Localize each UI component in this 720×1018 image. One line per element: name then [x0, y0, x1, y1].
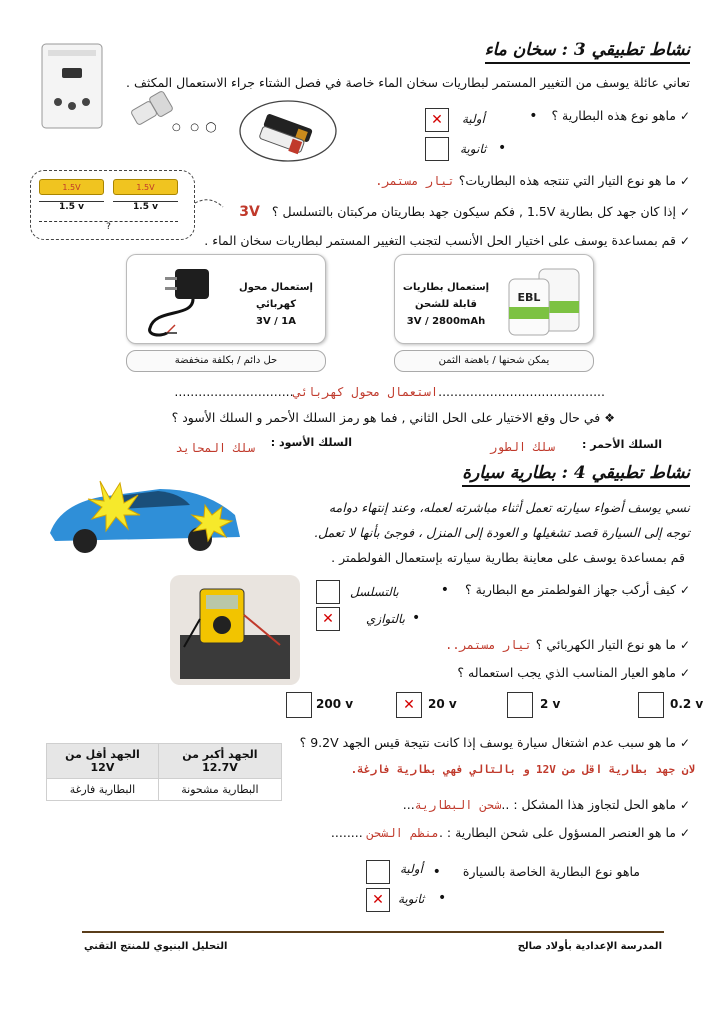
table-header: الجهد أقل من 12V [47, 744, 159, 779]
battery-1-measure: 1.5 v [39, 201, 104, 212]
activity4-story-1: نسي يوسف أضواء سيارته تعمل أثناء مباشرته لعمله، وعند إنتهاء دوامه [328, 500, 690, 515]
total-voltage-measure: ? [39, 221, 178, 232]
activity4-q4-answer: لان جهد بطارية اقل من 12V و بالتالي فهي بطارية فارغة. [350, 763, 695, 776]
activity4-q1: ✓ كيف أركب جهاز الفولطمتر مع البطارية ؟ • [440, 582, 690, 598]
range-2v-box[interactable] [507, 692, 533, 718]
water-heater-image [38, 40, 106, 132]
battery-cloud-image [238, 95, 338, 165]
adapter-option-text: إستعمال محول كهربائي 3V / 1A [239, 282, 313, 327]
activity3-q3-answer: 3V [239, 204, 260, 220]
check-icon: ✓ [679, 826, 690, 840]
bullet-icon: • [440, 582, 450, 598]
check-icon: ✓ [679, 798, 690, 812]
activity3-q1-opt2-box[interactable] [425, 137, 449, 161]
black-wire-label: السلك الأسود : [270, 436, 352, 449]
activity3-intro: تعاني عائلة يوسف من التغيير المستمر لبطاريات سخان الماء خاصة في فصل الشتاء جراء الاستعمال المكثف . [126, 75, 690, 90]
rechargeable-option-card [394, 254, 594, 344]
activity3-q1-opt2-label: ثانوية [460, 142, 487, 156]
red-wire-label: السلك الأحمر : [582, 438, 662, 451]
x-mark-icon: ✕ [403, 697, 415, 713]
bullet-icon: • [498, 140, 507, 156]
activity3-q4: ✓ قم بمساعدة يوسف على اختيار الحل الأنسب لتجنب التغيير المستمر لبطاريات سخان الماء . [204, 233, 690, 248]
bullet-icon: • [529, 108, 538, 124]
diamond-bullet-icon: ❖ [604, 411, 615, 425]
activity4-q6: ✓ ما هو العنصر المسؤول على شحن البطارية : .منظم الشحن ........ [330, 825, 690, 840]
activity3-q1-opt1-box[interactable] [425, 108, 449, 132]
check-icon: ✓ [679, 666, 690, 680]
rechargeable-caption: يمكن شحنها / باهضة الثمن [394, 350, 594, 372]
adapter-image [135, 263, 230, 339]
range-20v-label: 20 v [428, 697, 457, 711]
bullet-icon: • [438, 890, 447, 906]
rechargeable-batteries-image [499, 261, 589, 339]
range-200v-label: 200 v [316, 697, 354, 711]
rechargeable-option-text: إستعمال بطاريات قابلة للشحن 3V / 2800mAh [402, 282, 490, 327]
check-icon: ✓ [679, 205, 690, 219]
battery-2-measure: 1.5 v [113, 201, 178, 212]
activity4-q1-opt2-label: بالتوازي [366, 612, 405, 626]
red-wire-answer: سلك الطور [489, 440, 555, 454]
activity4-q7-opt1-box[interactable] [366, 860, 390, 884]
activity4-q2: ✓ ما هو نوع التيار الكهربائي ؟ تيار مستمر.. [445, 637, 690, 652]
check-icon: ✓ [679, 638, 690, 652]
battery-series-diagram [30, 170, 195, 240]
table-cell: البطارية فارغة [47, 779, 159, 801]
activity4-title: نشاط تطبيقي 4 : بطارية سيارة [390, 463, 690, 483]
footer-divider [82, 931, 664, 933]
car-image [40, 475, 245, 557]
activity4-q6-answer: منظم الشحن [366, 826, 439, 840]
svg-text:EBL: EBL [517, 291, 541, 304]
check-icon: ✓ [679, 174, 690, 188]
activity4-q7-opt1-label: أولية [400, 862, 423, 876]
table-cell: البطارية مشحونة [158, 779, 281, 801]
activity4-q1-opt1-box[interactable] [316, 580, 340, 604]
bullet-icon: • [412, 610, 421, 626]
check-icon: ✓ [679, 109, 690, 123]
activity3-q2: ✓ ما هو نوع التيار التي تنتجه هذه البطاريات؟ تيار مستمر. [375, 173, 690, 188]
activity4-q1-opt2-box[interactable] [316, 607, 340, 631]
activity4-q2-answer: تيار مستمر.. [445, 638, 532, 652]
activity3-choice-answer: استعمال محول كهربائي [293, 385, 439, 399]
activity4-story-2: توجه إلى السيارة قصد تشغيلها و العودة إلى المنزل ، فوجئ بأنها لا تعمل. [314, 525, 690, 540]
activity4-q7: ماهو نوع البطارية الخاصة بالسيارة • [432, 864, 640, 880]
activity3-q1: ✓ ماهو نوع هذه البطارية ؟ • [529, 108, 690, 124]
black-wire-answer: سلك المحايد [175, 441, 255, 455]
activity4-q7-opt2-box[interactable] [366, 888, 390, 912]
activity3-q1-opt1-label: أولية [462, 112, 485, 126]
table-header: الجهد أكبر من 12.7V [158, 744, 281, 779]
voltmeter-battery-image [170, 575, 300, 685]
range-200v-box[interactable] [286, 692, 312, 718]
range-0.2v-label: 0.2 v [670, 697, 704, 711]
range-2v-label: 2 v [540, 697, 561, 711]
activity3-q5: ❖ في حال وقع الاختيار على الحل الثاني , فما هو رمز السلك الأحمر و السلك الأسود ؟ [171, 410, 615, 425]
activity3-choice-line: ..........................................استعمال محول كهربائي.............................. [174, 384, 605, 399]
activity4-q5-answer: شحن البطارية [414, 798, 502, 812]
adapter-caption: حل دائم / بكلفة منخفضة [126, 350, 326, 372]
x-mark-icon: ✕ [372, 892, 384, 908]
footer-subject: التحليل البنيوي للمنتج التقني [84, 941, 228, 952]
x-mark-icon: ✕ [431, 112, 443, 128]
check-icon: ✓ [679, 583, 690, 597]
bullet-icon: • [432, 864, 441, 880]
battery-2: 1.5V [113, 179, 178, 195]
x-mark-icon: ✕ [322, 611, 334, 627]
range-0.2v-box[interactable] [638, 692, 664, 718]
callout-pointer [195, 195, 225, 215]
activity4-q3: ✓ ماهو العيار المناسب الذي يجب استعماله ؟ [457, 665, 690, 680]
activity4-q7-opt2-label: ثانوية [398, 892, 425, 906]
activity4-story-3: قم بمساعدة يوسف على معاينة بطارية سيارته بإستعمال الفولطمتر . [331, 550, 685, 565]
activity3-title: نشاط تطبيقي 3 : سخان ماء [390, 40, 690, 60]
footer-school: المدرسة الإعدادية بأولاد صالح [517, 941, 662, 952]
activity4-q1-opt1-label: بالتسلسل [350, 585, 399, 599]
activity3-q3: ✓ إذا كان جهد كل بطارية 1.5V , فكم سيكون جهد بطاريتان مركبتان بالتسلسل ؟ 3V [239, 204, 690, 220]
range-20v-box[interactable] [396, 692, 422, 718]
adapter-option-card [126, 254, 326, 344]
activity4-q5: ✓ ماهو الحل لتجاوز هذا المشكل : ..شحن البطارية... [402, 797, 690, 812]
voltage-state-table [46, 743, 282, 801]
activity4-q4: ✓ ما هو سبب عدم اشتغال سيارة يوسف إذا كانت نتيجة قيس الجهد 9.2V ؟ [299, 735, 690, 750]
activity3-q2-answer: تيار مستمر. [375, 174, 455, 188]
battery-1: 1.5V [39, 179, 104, 195]
thought-dots: ○ ○ ◯ [172, 122, 217, 133]
check-icon: ✓ [679, 234, 690, 248]
check-icon: ✓ [679, 736, 690, 750]
